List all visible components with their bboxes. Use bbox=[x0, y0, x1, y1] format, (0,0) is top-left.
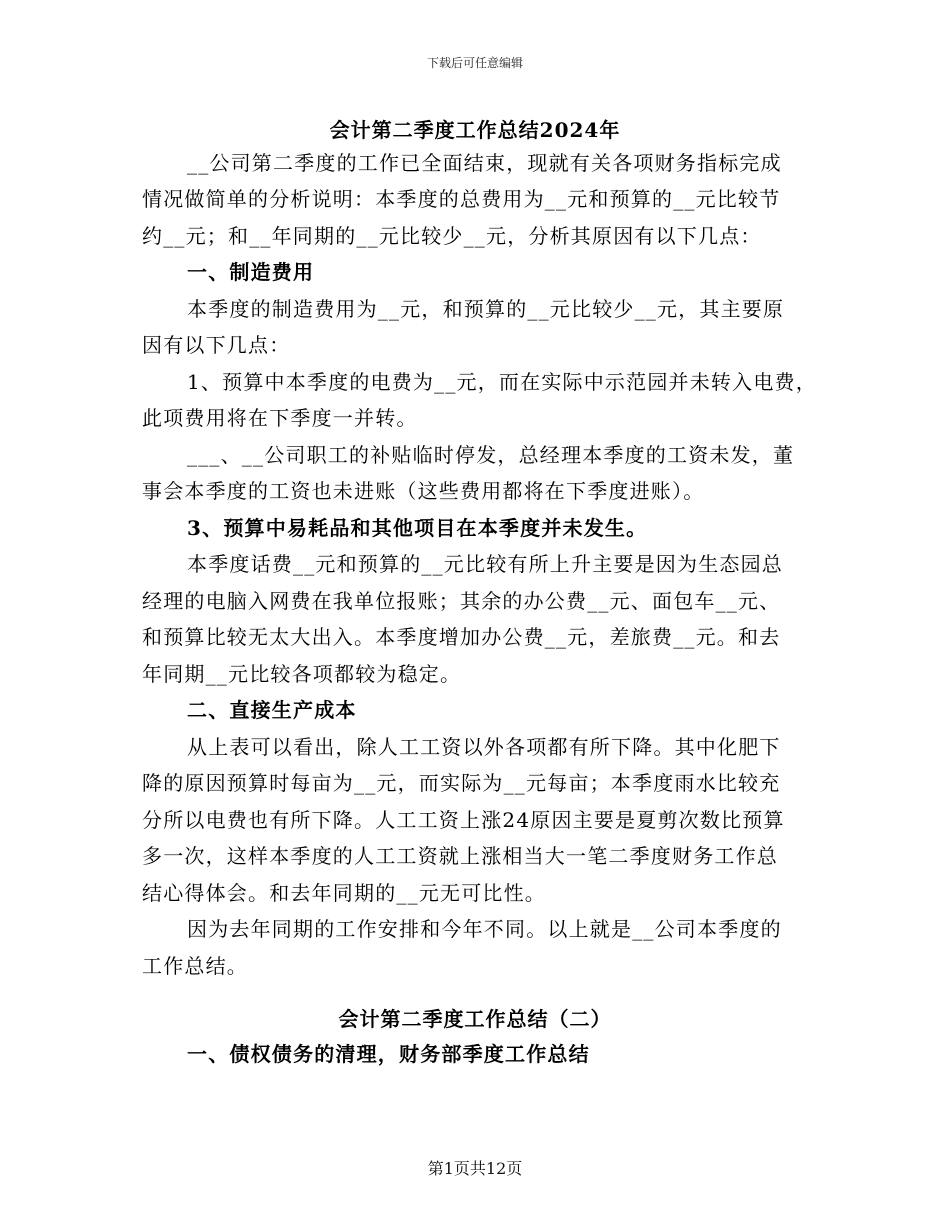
page-footer: 第1页共12页 bbox=[427, 1159, 523, 1178]
paragraph-line: 因为去年同期的工作安排和今年不同。以上就是__公司本季度的 bbox=[187, 917, 782, 941]
paragraph-line: 本季度的制造费用为__元，和预算的__元比较少__元，其主要原 bbox=[187, 297, 785, 321]
page-header: 下载后可任意编辑 bbox=[426, 56, 523, 70]
paragraph-line: 事会本季度的工资也未进账（这些费用都将在下季度进账）。 bbox=[142, 479, 705, 503]
paragraph-line: 本季度话费__元和预算的__元比较有所上升主要是因为生态园总 bbox=[187, 552, 783, 576]
paragraph-line: 多一次，这样本季度的人工工资就上涨相当大一笔二季度财务工作总 bbox=[142, 844, 778, 868]
paragraph-line: 结心得体会。和去年同期的__元无可比性。 bbox=[142, 881, 546, 905]
paragraph-line: 情况做简单的分析说明：本季度的总费用为__元和预算的__元比较节 bbox=[142, 187, 781, 211]
paragraph-line: __公司第二季度的工作已全面结束，现就有关各项财务指标完成 bbox=[187, 151, 782, 175]
paragraph-line: 工作总结。 bbox=[142, 954, 248, 978]
section-heading: 一、债权债务的清理，财务部季度工作总结 bbox=[187, 1042, 590, 1066]
paragraph-line: 此项费用将在下季度一并转。 bbox=[142, 406, 418, 430]
document-title: 会计第二季度工作总结2024年 bbox=[329, 118, 621, 142]
section-title: 会计第二季度工作总结（二） bbox=[338, 1007, 612, 1031]
paragraph-line: 分所以电费也有所下降。人工工资上涨24原因主要是夏剪次数比预算 bbox=[142, 808, 785, 832]
paragraph-line: 约__元；和__年同期的__元比较少__元，分析其原因有以下几点： bbox=[142, 224, 762, 248]
section-heading: 一、制造费用 bbox=[187, 260, 315, 284]
paragraph-line: 因有以下几点： bbox=[142, 333, 291, 357]
section-heading: 二、直接生产成本 bbox=[187, 698, 357, 722]
paragraph-line: 和预算比较无太大出入。本季度增加办公费__元，差旅费__元。和去 bbox=[142, 625, 781, 649]
paragraph-line: 年同期__元比较各项都较为稳定。 bbox=[142, 662, 462, 686]
paragraph-line: ___、__公司职工的补贴临时停发，总经理本季度的工资未发，董 bbox=[187, 443, 795, 467]
section-heading: 3、预算中易耗品和其他项目在本季度并未发生。 bbox=[187, 516, 648, 540]
paragraph-line: 从上表可以看出，除人工工资以外各项都有所下降。其中化肥下 bbox=[187, 735, 781, 759]
paragraph-line: 降的原因预算时每亩为__元，而实际为__元每亩；本季度雨水比较充 bbox=[142, 771, 781, 795]
paragraph-line: 1、预算中本季度的电费为__元，而在实际中示范园并未转入电费， bbox=[187, 370, 817, 394]
paragraph-line: 经理的电脑入网费在我单位报账；其余的办公费__元、面包车__元、 bbox=[142, 589, 781, 613]
